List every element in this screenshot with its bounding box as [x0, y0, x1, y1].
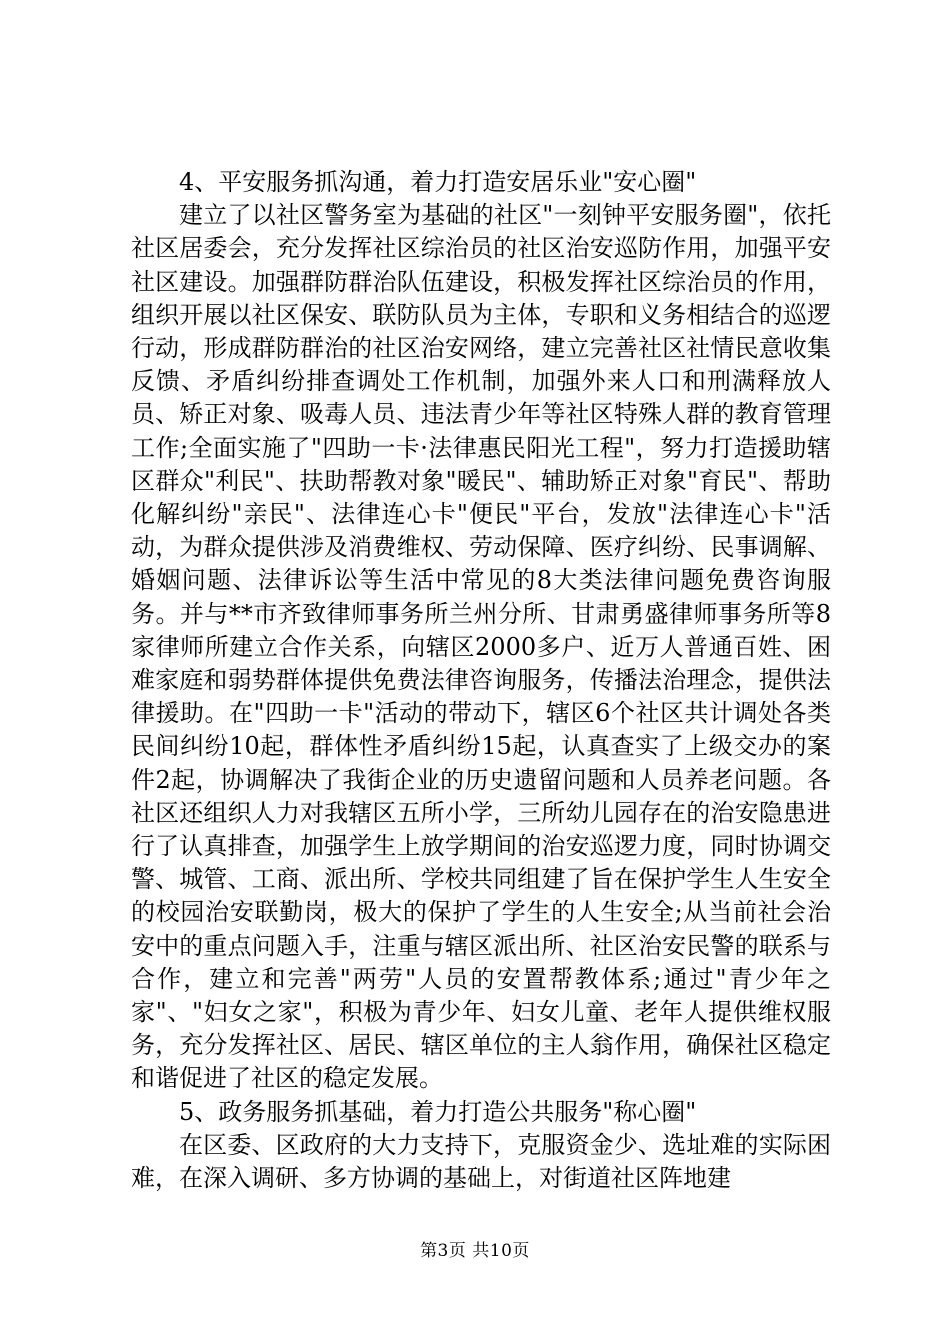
section-heading-4: 4、平安服务抓沟通，着力打造安居乐业"安心圈"	[179, 168, 697, 196]
section-heading-5: 5、政务服务抓基础，着力打造公共服务"称心圈"	[179, 1097, 697, 1126]
document-body	[131, 166, 831, 1195]
section-paragraph-4: 建立了以社区警务室为基础的社区"一刻钟平安服务圈"，依托社区居委会，充分发挥社区综治员的社区治安巡防作用，加强平安社区建设。加强群防群治队伍建设，积极发挥社区综治员的作用，组织开展以社区保安、联防队员为主体，专职和义务相结合的巡逻行动，形成群防群治的社区治安网络，建立完善社区社情民意收集反馈、矛盾纠纷排查调处工作机制，加强外来人口和刑满释放人员、矫正对象、吸毒人员、违法青少年等社区特殊人群的教育管理工作;全面实施了"四助一卡·法律惠民阳光工程"，努力打造援助辖区群众"利民"、扶助帮教对象"暖民"、辅助矫正对象"育民"、帮助化解纠纷"亲民"、法律连心卡"便民"平台，发放"法律连心卡"活动，为群众提供涉及消费维权、劳动保障、医疗纠纷、民事调解、婚姻问题、法律诉讼等生活中常见的8大类法律问题免费咨询服务。并与**市齐致律师事务所兰州分所、甘肃勇盛律师事务所等8家律师所建立合作关系，向辖区2000多户、近万人普通百姓、困难家庭和弱势群体提供免费法律咨询服务，传播法治理念，提供法律援助。在"四助一卡"活动的带动下，辖区6个社区共计调处各类民间纠纷10起，群体性矛盾纠纷15起，认真查实了上级交办的案件2起，协调解决了我街企业的历史遗留问题和人员养老问题。各社区还组织人力对我辖区五所小学，三所幼儿园存在的治安隐患进行了认真排查，加强学生上放学期间的治安巡逻力度，同时协调交警、城管、工商、派出所、学校共同组建了旨在保护学生人生安全的校园治安联勤岗，极大的保护了学生的人生安全;从当前社会治安中的重点问题入手，注重与辖区派出所、社区治安民警的联系与合作，建立和完善"两劳"人员的安置帮教体系;通过"青少年之家"、"妇女之家"，积极为青少年、妇女儿童、老年人提供维权服务，充分发挥社区、居民、辖区单位的主人翁作用，确保社区稳定和谐促进了社区的稳定发展。	[131, 201, 831, 1093]
page-footer: 第3页 共10页	[420, 1241, 530, 1261]
section-paragraph-5: 在区委、区政府的大力支持下，克服资金少、选址难的实际困难，在深入调研、多方协调的基础上，对街道社区阵地建	[131, 1130, 831, 1193]
